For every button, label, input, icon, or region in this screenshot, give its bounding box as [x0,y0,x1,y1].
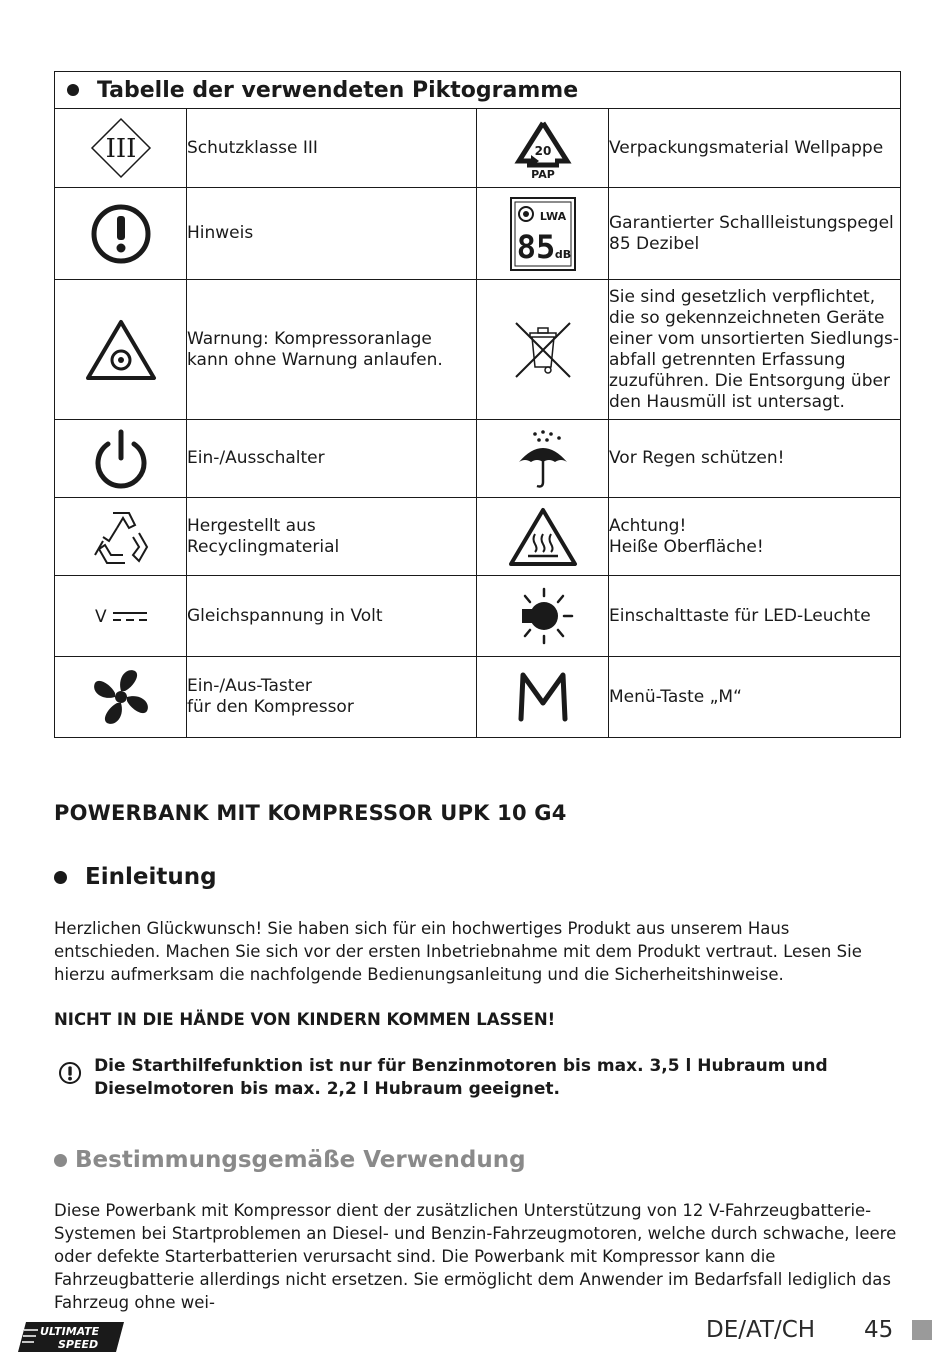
bullet-icon [54,1154,67,1167]
pictogram-description: Vor Regen schützen! [609,420,901,498]
svg-text:20: 20 [534,144,551,158]
pictogram-description: Gleichspannung in Volt [187,576,477,657]
page-number: 45 [864,1317,894,1343]
table-title: Tabelle der verwendeten Piktogramme [97,77,579,103]
svg-text:PAP: PAP [530,168,555,179]
svg-text:SPEED: SPEED [58,1338,99,1351]
intro-heading: Einleitung [54,864,217,890]
table-row [55,280,901,420]
fan-icon [55,657,187,738]
menu-m-icon [477,657,609,738]
svg-text:III: III [105,134,136,164]
svg-text:LWA: LWA [539,209,566,223]
pictogram-description: Menü-Taste „M“ [609,657,901,738]
pictogram-description: Ein-/Aus-Taster für den Kompressor [187,657,477,738]
notice-block [58,1055,900,1101]
table-row [55,188,901,280]
pictogram-description: Garantierter Schallleistungspegel 85 Dezibel [609,188,901,280]
power-icon [55,420,187,498]
pictogram-description: Warnung: Kompressoranlage kann ohne Warnung anlaufen. [187,280,477,420]
sound-power-level-icon [477,188,609,280]
warning-automatic-start-icon [55,280,187,420]
pictogram-description: Achtung! Heiße Oberfläche! [609,498,901,576]
children-warning: NICHT IN DIE HÄNDE VON KINDERN KOMMEN LASSEN! [54,1010,556,1029]
table-row [55,420,901,498]
exclamation-circle-icon [58,1055,82,1091]
table-row [55,498,901,576]
table-row [55,109,901,188]
table-row [55,576,901,657]
svg-text:85: 85 [516,227,555,266]
pictogram-description: Sie sind gesetzlich verpflichtet, die so gekennzeichneten Geräte einer vom unsortierten Siedlungs- abfall getrennten Erfassung zuzuführen. Die Entsorgung über den Hausmüll ist untersagt. [609,280,901,420]
bullet-icon [54,871,67,884]
pictogram-description: Verpackungsmaterial Wellpappe [609,109,901,188]
pictogram-description: Hinweis [187,188,477,280]
recycling-20-pap-icon [477,109,609,188]
svg-text:ULTIMATE: ULTIMATE [40,1325,100,1338]
pictogram-description: Schutzklasse III [187,109,477,188]
footer-marker [912,1320,932,1340]
svg-text:dB: dB [554,247,571,261]
table-header [55,72,901,109]
led-light-icon [477,576,609,657]
exclamation-circle-icon [55,188,187,280]
footer-region: DE/AT/CH [706,1317,816,1343]
brand-logo [18,1320,126,1358]
protection-class-iii-icon [55,109,187,188]
table-row [55,657,901,738]
umbrella-rain-icon [477,420,609,498]
pictogram-description: Ein-/Ausschalter [187,420,477,498]
hot-surface-warning-icon [477,498,609,576]
intro-paragraph: Herzlichen Glückwunsch! Sie haben sich für ein hochwertiges Produkt aus unserem Haus entschieden. Machen Sie sich vor der ersten Inbetriebnahme mit dem Produkt vertraut. Lesen Sie hierzu aufmerksam die nachfolgende Bedienungsanleitung und die Sicherheitshinweise. [54,919,862,984]
notice-text: Die Starthilfefunktion ist nur für Benzinmotoren bis max. 3,5 l Hubraum und Dieselmotoren bis max. 2,2 l Hubraum geeignet. [94,1056,828,1099]
usage-heading: Bestimmungsgemäße Verwendung [54,1147,526,1173]
usage-paragraph: Diese Powerbank mit Kompressor dient der zusätzlichen Unterstützung von 12 V-Fahrzeugbatterie-Systemen bei Startproblemen an Diesel- und Benzin-Fahrzeugmotoren, welche durch schwache, leere oder defekte Starterbatterien verursacht sind. Die Powerbank mit Kompressor kann die Fahrzeugbatterie allerdings nicht ersetzen. Sie ermöglicht dem Anwender im Bedarfsfall lediglich das Fahrzeug ohne wei- [54,1201,897,1312]
pictogram-table [54,71,900,738]
pictogram-description: Hergestellt aus Recyclingmaterial [187,498,477,576]
bullet-icon [67,84,79,96]
crossed-out-bin-icon [477,280,609,420]
recycling-icon [55,498,187,576]
dc-voltage-icon [55,576,187,657]
pictogram-description: Einschalttaste für LED-Leuchte [609,576,901,657]
product-heading: POWERBANK MIT KOMPRESSOR UPK 10 G4 [54,801,567,825]
svg-text:V: V [94,607,107,627]
